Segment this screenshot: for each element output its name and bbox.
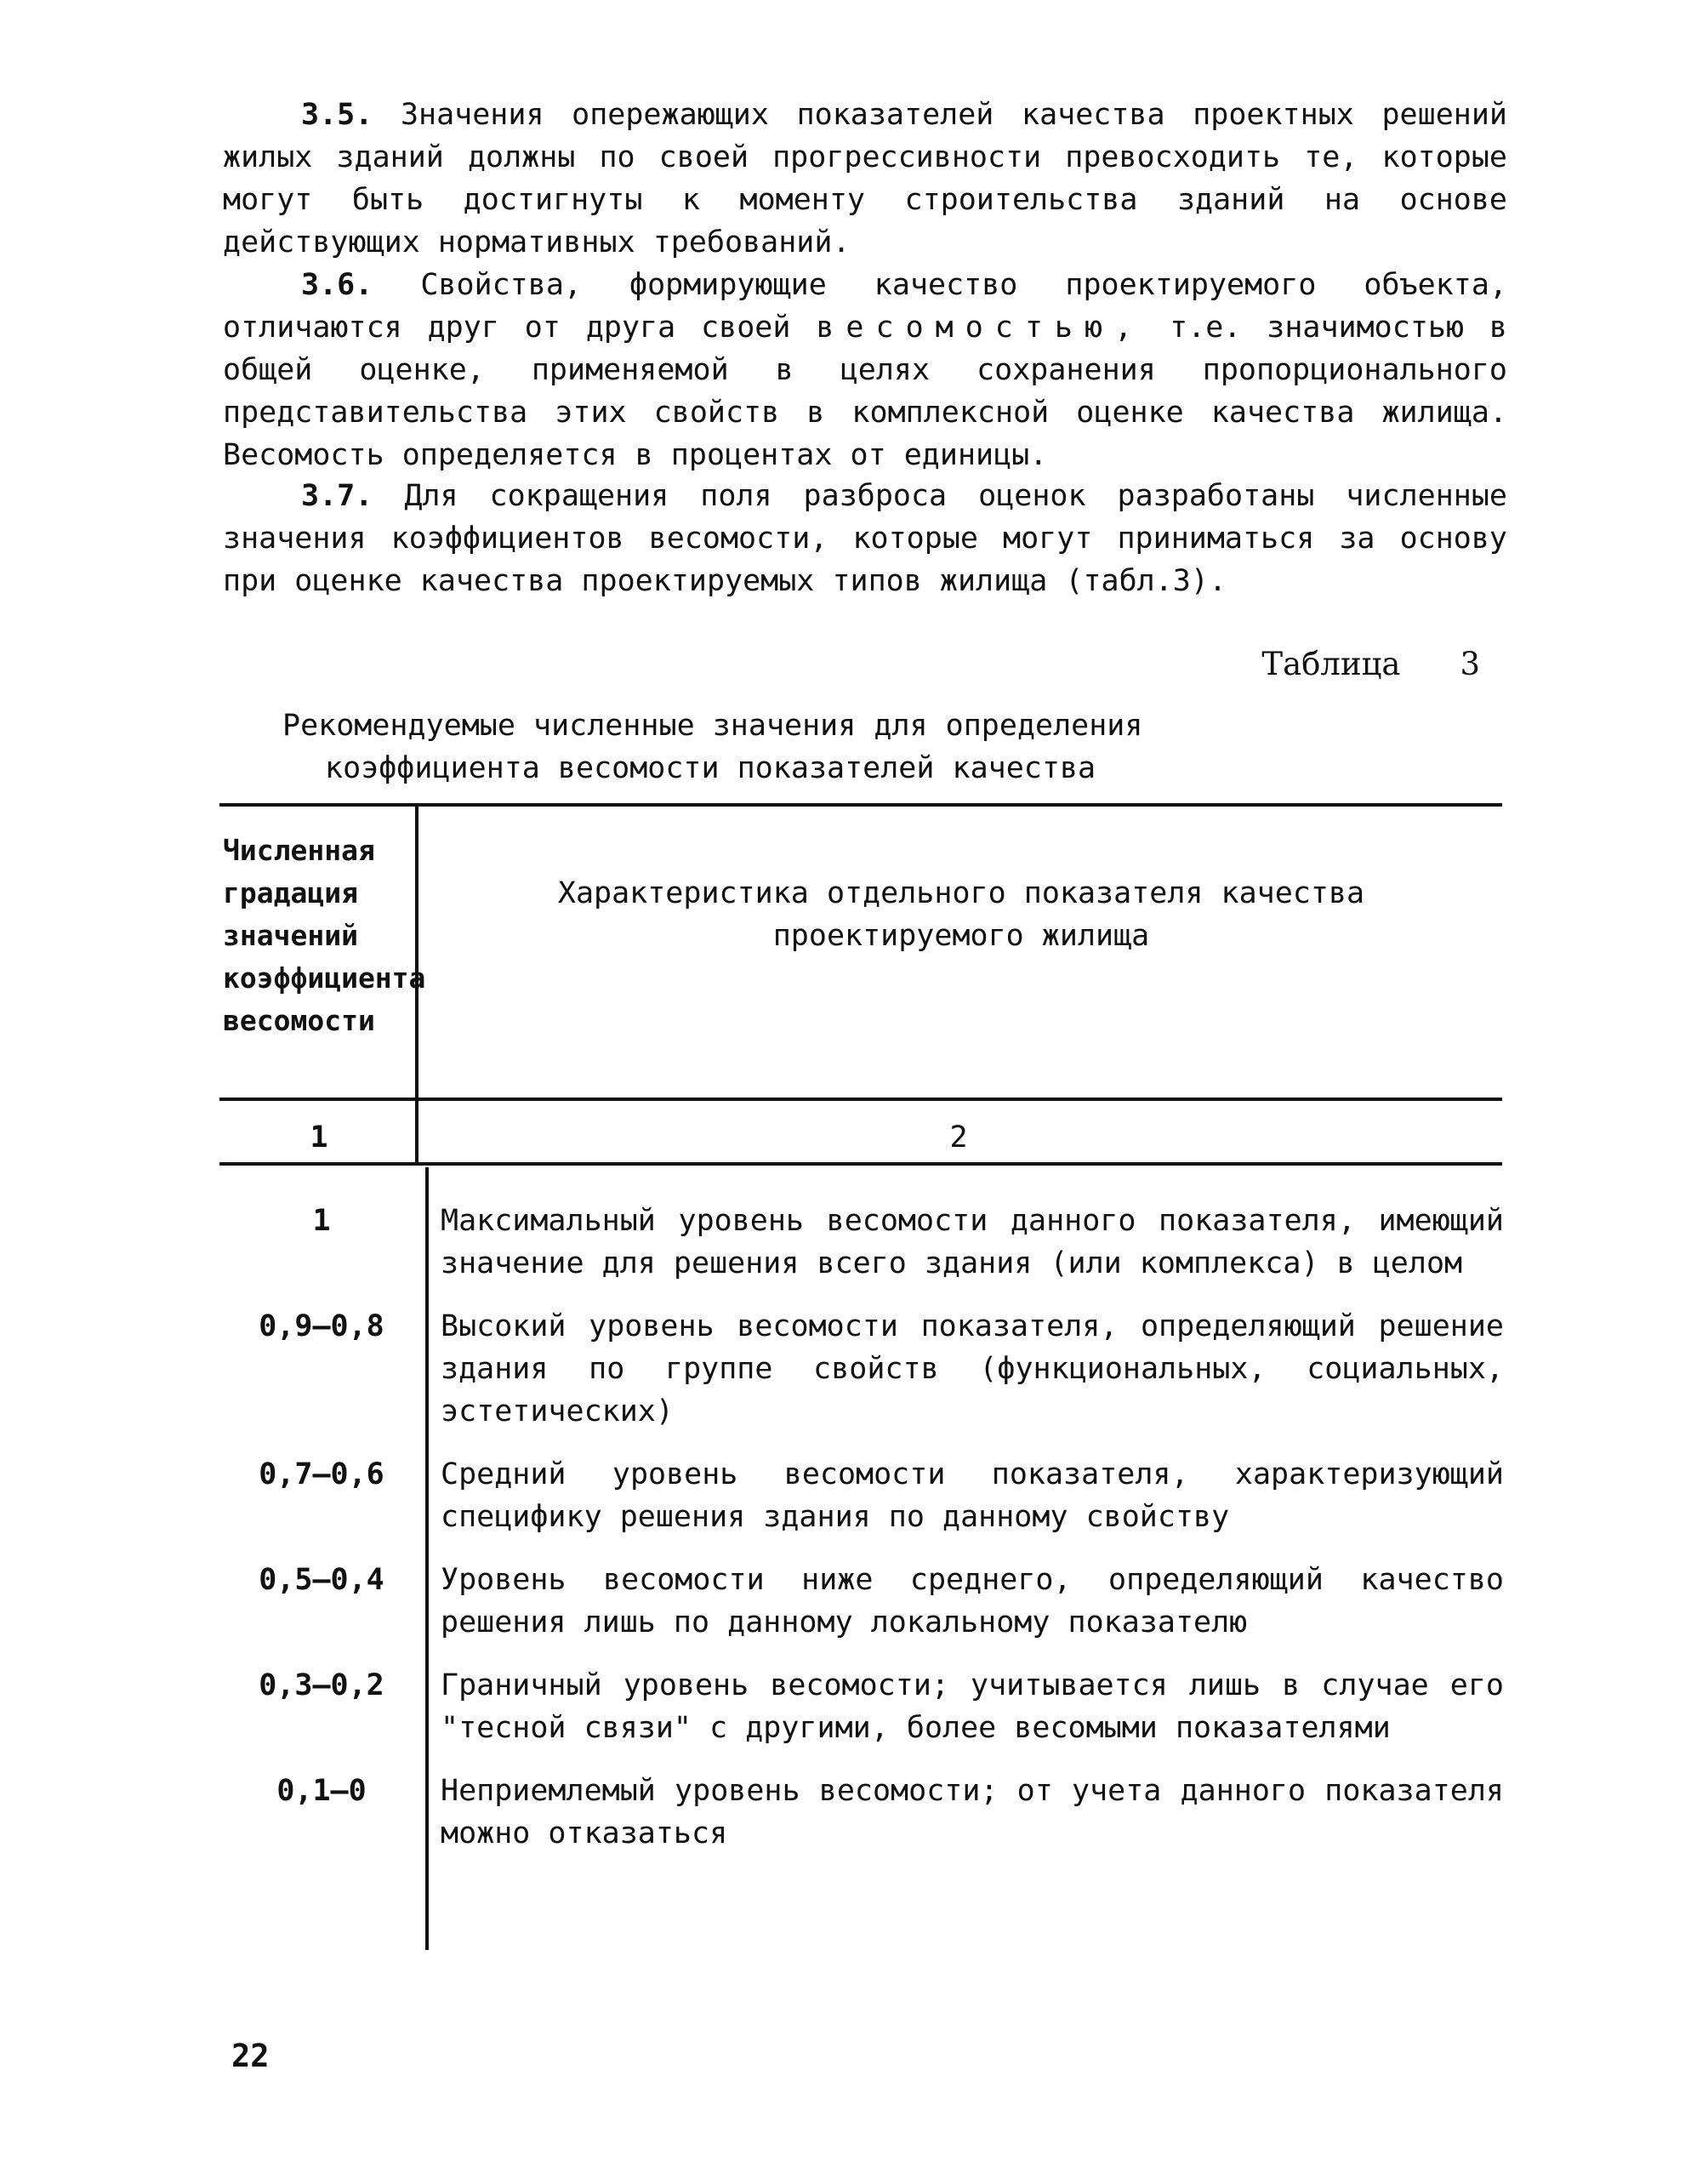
table-header-rule [219,1098,1502,1101]
table-col-number-1: 1 [310,1120,328,1155]
row-description: Максимальный уровень весомости данного показателя, имеющий значение для решения всего здания (или комплекса) в целом [441,1204,1504,1280]
page-number: 22 [231,2038,270,2074]
table-label-text: Таблица [1261,646,1401,682]
table-body-rule [219,1162,1502,1166]
paragraph-text-before: Свойства, формирующие качество проектируемого объекта, отличаются друг от друга своей [223,268,1507,345]
table-label [1261,643,1480,686]
table-label-number: 3 [1460,646,1480,682]
paragraph-number: 3.5. [301,98,373,132]
table-top-rule [219,803,1502,807]
table-row [219,1770,1504,1855]
row-grade: 0,9–0,8 [259,1309,384,1343]
table-col-number-2: 2 [949,1120,968,1155]
row-grade: 0,7–0,6 [259,1457,384,1491]
table-row [219,1664,1504,1749]
row-description: Уровень весомости ниже среднего, определяющий качество решения лишь по данному локальному показателю [441,1563,1504,1639]
paragraph-number: 3.7. [301,479,373,513]
table-caption-line2: коэффициента весомости показателей качества [325,751,1096,785]
table-row [219,1200,1504,1285]
paragraph-3-7 [223,475,1507,602]
table-row [219,1305,1504,1433]
table-header-col1: Численная градация значений коэффициента весомости [223,834,426,1037]
row-description: Высокий уровень весомости показателя, определяющий решение здания по группе свойств (функциональных, социальных, эстетических) [441,1309,1504,1428]
row-description: Неприемлемый уровень весомости; от учета данного показателя можно отказаться [441,1774,1504,1850]
table-caption-line1: Рекомендуемые численные значения для определения [282,709,1143,743]
table-row [219,1453,1504,1538]
row-description: Граничный уровень весомости; учитывается лишь в случае его "тесной связи" с другими, более весомыми показателями [441,1668,1504,1745]
row-description: Средний уровень весомости показателя, характеризующий специфику решения здания по данному свойству [441,1457,1504,1534]
paragraph-3-5 [223,94,1507,264]
paragraph-3-6 [223,264,1507,476]
table-body [219,1200,1504,1875]
paragraph-emphasis: весомостью, [816,311,1145,345]
paragraph-text: Для сокращения поля разброса оценок разработаны численные значения коэффициентов весомости, которые могут приниматься за основу при оценке качества проектируемых типов жилища (табл.3). [223,479,1508,598]
row-grade: 0,1–0 [276,1774,367,1808]
row-grade: 1 [312,1204,331,1238]
paragraph-text: Значения опережающих показателей качества проектных решений жилых зданий должны по своей прогрессивности превосходить те, которые могут быть достигнуты к моменту строительства зданий на основе действующих нормативных требований. [223,98,1507,259]
paragraph-number: 3.6. [301,268,373,302]
row-grade: 0,3–0,2 [259,1668,384,1702]
table-caption [282,704,1252,790]
table-header-col2: Характеристика отдельного показателя качества проектируемого жилища [557,876,1365,953]
row-grade: 0,5–0,4 [259,1563,384,1597]
table-row [219,1559,1504,1644]
paragraph-text-after: т.е. значимостью в общей оценке, применяемой в целях сохранения пропорционального представительства этих свойств в комплексной оценке качества жилища. Весомость определяется в процентах от единицы. [223,311,1508,472]
